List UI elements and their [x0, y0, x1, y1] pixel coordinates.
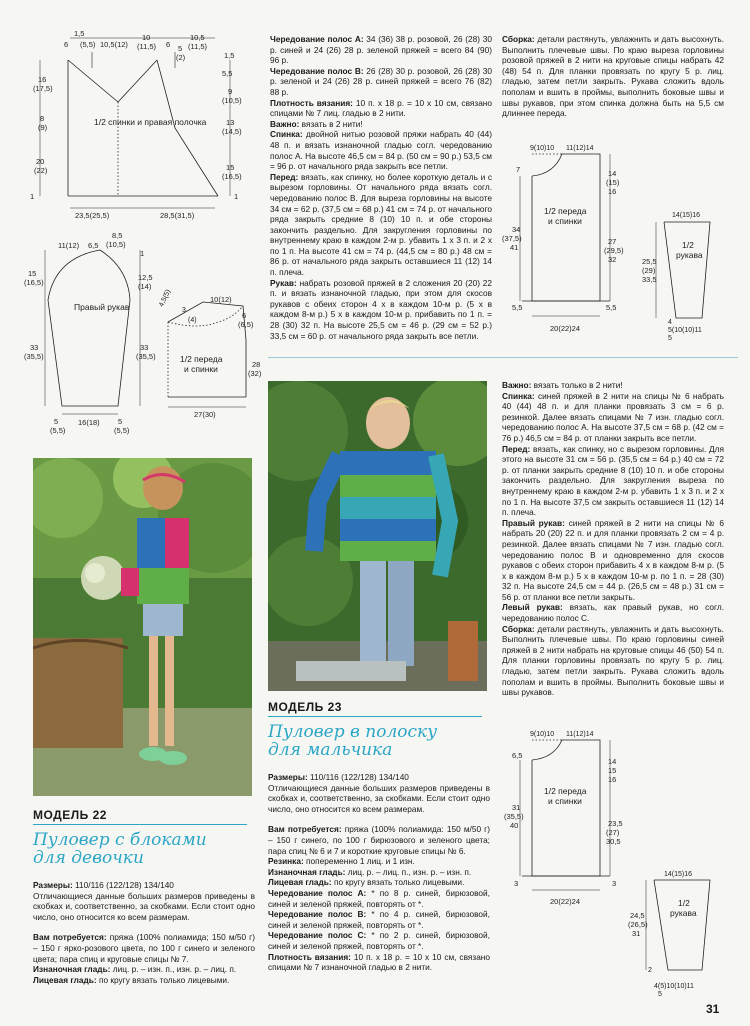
- dim-right-1: 9: [228, 87, 233, 96]
- schematic-sleeve-bottom: [628, 860, 738, 1005]
- dim-right-4: (14,5): [222, 127, 242, 136]
- sleeve-bottom-4: 5: [118, 417, 123, 426]
- sl2-side-3: 31: [632, 929, 641, 938]
- sl1-side-1: 25,5: [642, 257, 657, 266]
- sw2-left-1: 6,5: [512, 751, 523, 760]
- schematic-sweater-bottom: [502, 726, 642, 911]
- text-p7: Рукав: набрать розовой пряжей в 2 сложения 20 (20) 22 п. и вязать изнаночной гладью, при этом для скосов рукавов с обеих сторон 4 х в каждом 10-м р. (5 х в каждом 8-м р.) 5 х в каждом 10-м р. прибавить по 1 п. = 28 (30) 32 п. На высоте 25,5 см = 46 р. (29 см = 52 р.) 33,5 см = 60 р. от начального ряда закрыть все петли.: [270, 277, 492, 341]
- sl1-side-3: 33,5: [642, 275, 657, 284]
- m23-p1: Размеры: 110/116 (122/128) 134/140: [268, 772, 409, 782]
- sl1-side-4: 4: [668, 319, 672, 326]
- sw1-left-4: 41: [510, 243, 519, 252]
- m23-p9: Чередование полос С: * по 2 р. синей, бирюзовой, синей и зеленой пряжей, повторять от *.: [268, 930, 490, 951]
- dim-left-2: (17,5): [33, 84, 53, 93]
- sw1-right-6: 32: [608, 255, 617, 264]
- front-small-3: (4): [188, 317, 197, 324]
- dim-top-5: (11,5): [137, 42, 157, 51]
- m23-p4: Резинка: попеременно 1 лиц. и 1 изн.: [268, 856, 415, 867]
- sw1-right-3: 16: [608, 187, 617, 196]
- front-small-2: 3: [182, 307, 186, 314]
- dim-left-1: 16: [38, 75, 47, 84]
- dim-top-10: 5: [178, 44, 183, 53]
- front-small-7: 28: [252, 360, 261, 369]
- dim-top-4: 10: [142, 33, 151, 42]
- m22-p1: Размеры: 110/116 (122/128) 134/140: [33, 880, 174, 890]
- sleeve-bottom-2: (5,5): [50, 426, 66, 435]
- dim-top-11: (2): [176, 53, 186, 62]
- model23-text: [268, 772, 490, 973]
- sw2-top-1: 9(10)10: [530, 731, 555, 738]
- sw2-left-3: (35,5): [504, 812, 524, 821]
- sw2-left-5: 3: [514, 879, 519, 888]
- dim-left-5: 20: [36, 157, 45, 166]
- m22-p3: Вам потребуется: пряжа (100% полиамида; 150 м/50 г) – 150 г ярко-розового цвета, по 100 г синего и зеленого цвета; пара спиц и круговые спицы № 7.: [33, 932, 255, 964]
- model23-rule: [268, 716, 482, 717]
- model22-title-1: Пуловер с блоками: [33, 830, 207, 850]
- sleeve-bottom-3: 16(18): [78, 418, 100, 427]
- m23-p5: Изнаночная гладь: лиц. р. – лиц. п., изн. р. – изн. п.: [268, 866, 472, 877]
- model22-title-2: для девочки: [33, 848, 144, 868]
- m22-p4: Изнаночная гладь: лиц. р. – изн. п., изн. р. – лиц. п.: [33, 964, 237, 975]
- model23-title-2: для мальчика: [268, 740, 393, 760]
- mark-1: 1: [30, 192, 35, 201]
- sleeve-side-7: 33: [140, 343, 149, 352]
- model22-label: МОДЕЛЬ 22: [33, 808, 107, 822]
- text-r6: Сборка: детали растянуть, увлажнить и дать высохнуть. Выполнить плечевые швы. По краю горловины синей пряжей в 2 нити набрать на круговые спицы 46 (50) 54 п. Для планки горловины провязать по кругу 5 р. лиц. гладью, затем петли закрыть. Рукава сложить вдоль пополам и вшить в проймы. Выполнить боковые швы и швы рукавов.: [502, 623, 724, 698]
- schematic-front-22-small: [158, 282, 266, 442]
- sl1-side-2: (29): [642, 266, 656, 275]
- dim-top-3: 10,5(12): [100, 40, 128, 49]
- sw2-right-7: 3: [612, 879, 617, 888]
- sl1-bottom: 5(10(10)11: [668, 327, 702, 334]
- sw2-right-6: 30,5: [606, 837, 621, 846]
- sw1-left-5: 5,5: [512, 303, 523, 312]
- sw1-right-5: (29,5): [604, 246, 624, 255]
- text-p2: Чередование полос В: 26 (28) 30 р. розовой, 26 (28) 30 р. зеленой и 24 (26) 28 р. синей пряжей = всего 76 (82) 88 р.: [270, 65, 492, 97]
- front-small-1: 4,5(5): [158, 288, 173, 309]
- sl2-bottom: 4(5)10(10)11: [654, 983, 694, 990]
- front-small-label-1: 1/2 переда: [180, 354, 223, 364]
- sw1-left-3: (37,5): [502, 234, 522, 243]
- sleeve-side-5: 33: [30, 343, 39, 352]
- front-small-9: 27(30): [194, 410, 216, 419]
- dim-top-7: 6: [166, 40, 171, 49]
- m23-p2: Отличающиеся данные больших размеров приведены в скобках и, соответственно, за скобками. Если стоит одно число, оно относится ко всем размерам.: [268, 782, 490, 814]
- sw2-top-2: 11(12)14: [566, 731, 594, 738]
- sleeve-side-1: 15: [28, 269, 37, 278]
- sw2-bottom: 20(22)24: [550, 897, 581, 906]
- mark-2: 1: [234, 192, 239, 201]
- sw2-right-1: 14: [608, 757, 617, 766]
- column-right-top: [502, 34, 724, 119]
- dim-top-9: (11,5): [188, 42, 208, 51]
- sw1-label-1: 1/2 переда: [544, 206, 587, 216]
- photo-girl-image: [33, 458, 252, 796]
- sw2-right-5: (27): [606, 828, 620, 837]
- column-right-mid: [502, 380, 724, 698]
- text-r1: Важно: вязать только в 2 нити!: [502, 380, 623, 390]
- model22-text: [33, 880, 255, 985]
- m22-p2: Отличающиеся данные больших размеров приведены в скобках и, соответственно, за скобками. Если стоит одно число, оно относится ко всем размерам.: [33, 890, 255, 922]
- sl2-side-1: 24,5: [630, 911, 645, 920]
- sl2-label-2: рукава: [670, 908, 697, 918]
- model23-title-1: Пуловер в полоску: [268, 722, 438, 742]
- sw2-right-3: 16: [608, 775, 617, 784]
- sleeve-top-2: 6,5: [88, 241, 99, 250]
- dim-top-13: 5,5: [222, 69, 233, 78]
- dim-top-6: 6: [64, 40, 69, 49]
- dim-bottom-1: 23,5(25,5): [75, 211, 110, 220]
- dim-right-3: 13: [226, 118, 235, 127]
- sw1-right-4: 27: [608, 237, 617, 246]
- text-r4: Правый рукав: синей пряжей в 2 нити на спицы № 6 набрать 20 (20) 22 п. и для планки провязать 2 см = 4 р. резинкой. Далее вязать спицами № 7 изн. гладью согл. чередованию полос В и одновременно для скосов рукавов с обеих сторон прибавить 4 х в каждом 8-м р. (5 х в каждом 8-м р.) 5 х в каждом 10-м р. по 1 п. = 28 (30) 32 п. На высоте 24,5 см = 44 р. (26,5 см = 48 р.) 31 см = 56 р. от планки все петли закрыть.: [502, 517, 724, 602]
- sw1-bottom: 20(22)24: [550, 324, 581, 333]
- model23-label: МОДЕЛЬ 23: [268, 700, 342, 714]
- sw1-right-2: (15): [606, 178, 620, 187]
- text-r2: Спинка: синей пряжей в 2 нити на спицы № 6 набрать 40 (44) 48 п. и для планки провязать 3 см = 6 р. резинкой. Далее вязать спицами № 7 изн. гладью согл. чередованию полос А. На высоте 37,5 см = 68 р. (42 см = 76 р.) 46,5 см = 84 р. от планки закрыть все петли.: [502, 390, 724, 443]
- schematic-sleeve-top: [640, 200, 740, 340]
- sl2-side-4: 2: [648, 967, 652, 974]
- sl2-label-1: 1/2: [678, 898, 690, 908]
- sl2-bottom-small: 5: [658, 991, 662, 998]
- sw2-left-4: 40: [510, 821, 519, 830]
- sw1-top-2: 11(12)14: [566, 145, 594, 152]
- sw2-right-4: 23,5: [608, 819, 623, 828]
- dim-top-2: (5,5): [80, 40, 96, 49]
- dim-right-5: 15: [226, 163, 235, 172]
- sw1-left-1: 7: [516, 165, 521, 174]
- dim-left-3: 8: [40, 114, 45, 123]
- sw2-label-2: и спинки: [548, 796, 582, 806]
- sleeve-bottom-5: (5,5): [114, 426, 130, 435]
- sw1-label-2: и спинки: [548, 216, 582, 226]
- sw1-top-1: 9(10)10: [530, 145, 555, 152]
- dim-left-6: (22): [34, 166, 48, 175]
- sleeve-side-8: (35,5): [136, 352, 156, 361]
- sw2-label-1: 1/2 переда: [544, 786, 587, 796]
- page-number: 31: [706, 1002, 720, 1016]
- dim-right-6: (16,5): [222, 172, 242, 181]
- text-r5: Левый рукав: вязать, как правый рукав, но согл. чередованию полос С.: [502, 602, 724, 624]
- front-small-4: 10(12): [210, 295, 232, 304]
- m23-p10: Плотность вязания: 10 п. х 18 р. = 10 х 10 см, связано спицами № 7 изнаночной гладью в 2 нити.: [268, 951, 491, 973]
- m23-p7: Чередование полос А: * по 8 р. синей, бирюзовой, синей и зеленой пряжей, повторять от *.: [268, 887, 490, 909]
- text-p5: Спинка: двойной нитью розовой пряжи набрать 40 (44) 48 п. и вязать изнаночной гладью согл. чередованию полос А. На высоте 46,5 см = 84 р. (50 см = 90 р.) 53,5 см = 96 р. от начального ряда закрыть все петли.: [270, 129, 492, 172]
- sleeve-bottom-1: 5: [54, 417, 59, 426]
- schematic-back-front-22: [0, 0, 262, 230]
- sl2-side-2: (26,5): [628, 920, 648, 929]
- m23-p6: Лицевая гладь: по кругу вязать только лицевыми.: [268, 877, 465, 888]
- front-small-label-2: и спинки: [184, 364, 218, 374]
- dim-left-4: (9): [38, 123, 48, 132]
- model22-rule: [33, 824, 247, 825]
- body-label: 1/2 спинки и правая полочка: [94, 117, 207, 127]
- m22-p5: Лицевая гладь: по кругу вязать только лицевыми.: [33, 974, 230, 985]
- text-p3: Плотность вязания: 10 п. х 18 р. = 10 х 10 см, связано спицами № 7 лиц. гладью в 2 нити.: [270, 97, 493, 119]
- sw1-right-7: 5,5: [606, 303, 617, 312]
- sleeve-top-4: (10,5): [106, 240, 126, 249]
- model22-header: [33, 808, 255, 867]
- photo-boy-image: [268, 381, 487, 691]
- sleeve-top-3: 8,5: [112, 231, 123, 240]
- dim-top-8: 10,5: [190, 33, 205, 42]
- sl1-bottom-small: 5: [668, 335, 672, 340]
- column-mid-top: [270, 34, 492, 341]
- assembly-text: Сборка: детали растянуть, увлажнить и дать высохнуть. Выполнить плечевые швы. По краю выреза горловины розовой пряжей в 2 нити на круговые спицы набрать 42 (48) 54 п. Для планки провязать по кругу 5 р. лиц. гладью, затем петли закрыть. Рукава сложить вдоль пополам и вшить в проймы, выполнить боковые швы и швы рукавов, при этом спинка должна быть на 5,5 см длиннее переда.: [502, 34, 724, 119]
- section-divider: [268, 357, 738, 358]
- text-r3: Перед: вязать, как спинку, но с вырезом горловины. Для этого на высоте 31 см = 56 р. (35,5 см = 64 р.) 40 см = 72 р. от планки закрыть средние 8 (10) 10 п. и обе стороны закончить раздельно. Для закругления выреза по внутреннему краю в каждом 2-м р. убавить 1 х 3 п. и 2 х по 1 п. На высоте 37,5 см закрыть оставшиеся 11 (12) 14 п. плеча.: [502, 443, 724, 518]
- sl2-top: 14(15)16: [664, 871, 693, 878]
- photo-girl-pullover: [33, 458, 252, 796]
- sw2-right-2: 15: [608, 766, 617, 775]
- sw2-left-2: 31: [512, 803, 521, 812]
- dim-right-2: (10,5): [222, 96, 242, 105]
- front-small-8: (32): [248, 369, 262, 378]
- sl1-label-2: рукава: [676, 250, 703, 260]
- sleeve-label: Правый рукав: [74, 302, 130, 312]
- dim-bottom-2: 28,5(31,5): [160, 211, 195, 220]
- sl1-top: 14(15)16: [672, 212, 701, 219]
- sleeve-side-3: 12,5: [138, 273, 153, 282]
- sleeve-side-4: (14): [138, 282, 152, 291]
- sw1-left-2: 34: [512, 225, 521, 234]
- text-p4: Важно: вязать в 2 нити!: [270, 118, 363, 129]
- m23-p8: Чередование полос В: * по 4 р. синей, бирюзовой, синей и зеленой пряжей, повторять от *.: [268, 909, 490, 930]
- photo-boy-pullover: [268, 381, 487, 691]
- schematic-sweater-top: [502, 136, 642, 341]
- text-p1: Чередование полос А: 34 (36) 38 р. розовой, 26 (28) 30 р. синей и 24 (26) 28 р. зеленой пряжей = всего 84 (90) 96 р.: [270, 34, 492, 66]
- schematic-sleeve-22: [0, 228, 165, 443]
- sleeve-side-2: (16,5): [24, 278, 44, 287]
- sleeve-top-1: 11(12): [58, 241, 80, 250]
- dim-top-1: 1,5: [74, 29, 85, 38]
- front-small-6: (6,5): [238, 320, 254, 329]
- sleeve-top-5: 1: [140, 249, 145, 258]
- text-p6: Перед: вязать, как спинку, но более короткую деталь и с вырезом горловины. От начального ряда вязать согл. чередованию полос В. Для выреза горловины на высоте 34 см = 62 р. (37,5 см = 68 р.) 41 см = 74 р. от начального ряда закрыть средние 8 (10) 10 п. и обе стороны закончить раздельно. Для закругления горловины по внутреннему краю в каждом 2-м р. убавить 1 х 3 п. и 2 х по 1 п. На высоте 41 см = 74 р. (44,5 см = 80 р.) 48 см = 86 р. от начального ряда закрыть оставшиеся 11 (12) 14 п. плеча.: [270, 171, 492, 278]
- sw1-right-1: 14: [608, 169, 617, 178]
- sl1-label-1: 1/2: [682, 240, 694, 250]
- sleeve-side-6: (35,5): [24, 352, 44, 361]
- front-small-5: 6: [242, 311, 247, 320]
- m23-p3: Вам потребуется: пряжа (100% полиамида: 150 м/50 г) – 150 г синего, по 100 г бирюзового и зеленого цвета; пара спиц № 6 и 7 и короткие круговые спицы № 6.: [268, 824, 490, 856]
- dim-top-12: 1,5: [224, 51, 235, 60]
- model23-header: [268, 700, 490, 759]
